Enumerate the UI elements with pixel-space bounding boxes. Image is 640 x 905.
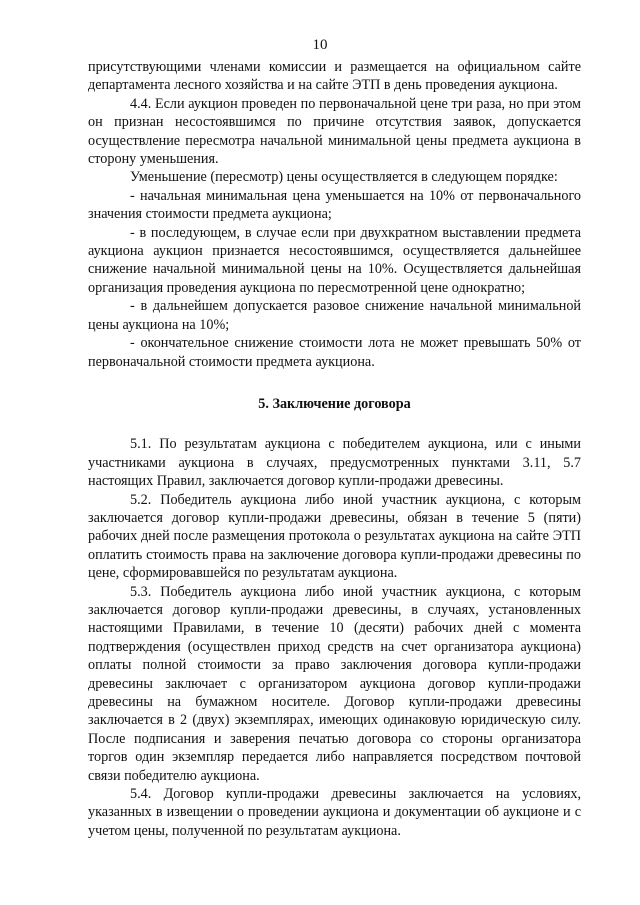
page-number: 10 (312, 37, 328, 53)
list-item-reduction-1: - начальная минимальная цена уменьшается на 10% от первоначального значения стоимости предмета аукциона; (88, 187, 581, 223)
paragraph-continuation: присутствующими членами комиссии и размещается на официальном сайте департамента лесного хозяйства и на сайте ЭТП в день проведения аукциона. (88, 59, 581, 94)
paragraph-5-2: 5.2. Победитель аукциона либо иной участник аукциона, с которым заключается договор купли-продажи древесины, обязан в течение 5 (пяти) рабочих дней после размещения протокола о результатах аукциона на сайте ЭТП оплатить стоимость права на заключение договора купли-продажи древесины по цене, сформировавшейся по результатам аукциона. (88, 491, 581, 582)
paragraph-5-1: 5.1. По результатам аукциона с победителем аукциона, или с иными участниками аукциона в случаях, предусмотренных пунктами 3.11, 5.7 настоящих Правил, заключается договор купли-продажи древесины. (88, 436, 581, 490)
paragraph-4-4: 4.4. Если аукцион проведен по первоначальной цене три раза, но при этом он признан несостоявшимся по причине отсутствия заявок, допускается осуществление пересмотра начальной минимальной цены предмета аукциона в сторону уменьшения. (88, 95, 581, 168)
section-5-title: 5. Заключение договора (258, 395, 411, 412)
list-item-reduction-3: - в дальнейшем допускается разовое снижение начальной минимальной цены аукциона на 10%; (88, 298, 581, 333)
paragraph-5-3: 5.3. Победитель аукциона либо иной участник аукциона, с которым заключается договор купли-продажи древесины, в случаях, установленных настоящими Правилами, в течение 10 (десяти) рабочих дней с момента подтверждения (осуществлен приход средств на счет организатора аукциона) оплаты полной стоимости за право заключения договора купли-продажи древесины заключает с организатором аукциона договор купли-продажи древесины на бумажном носителе. Договор купли-продажи древесины заключается в 2 (двух) экземплярах, имеющих одинаковую юридическую силу. После подписания и заверения печатью договора со стороны организатора торгов один экземпляр передается либо направляется посредством почтовой связи победителю аукциона. (88, 583, 581, 784)
document-body (88, 58, 581, 840)
list-item-reduction-2: - в последующем, в случае если при двухкратном выставлении предмета аукциона аукцион признается несостоявшимся, осуществляется дальнейшее снижение начальной минимальной цены на 10%. Осуществляется дальнейшая организация проведения аукциона по пересмотренной цене однократно; (88, 224, 581, 296)
list-item-reduction-4: - окончательное снижение стоимости лота не может превышать 50% от первоначальной стоимости предмета аукциона. (88, 335, 581, 370)
paragraph-5-4: 5.4. Договор купли-продажи древесины заключается на условиях, указанных в извещении о проведении аукциона и документации об аукционе и с учетом цены, полученной по результатам аукциона. (88, 786, 581, 839)
paragraph-price-reduction-intro: Уменьшение (пересмотр) цены осуществляется в следующем порядке: (130, 169, 558, 186)
